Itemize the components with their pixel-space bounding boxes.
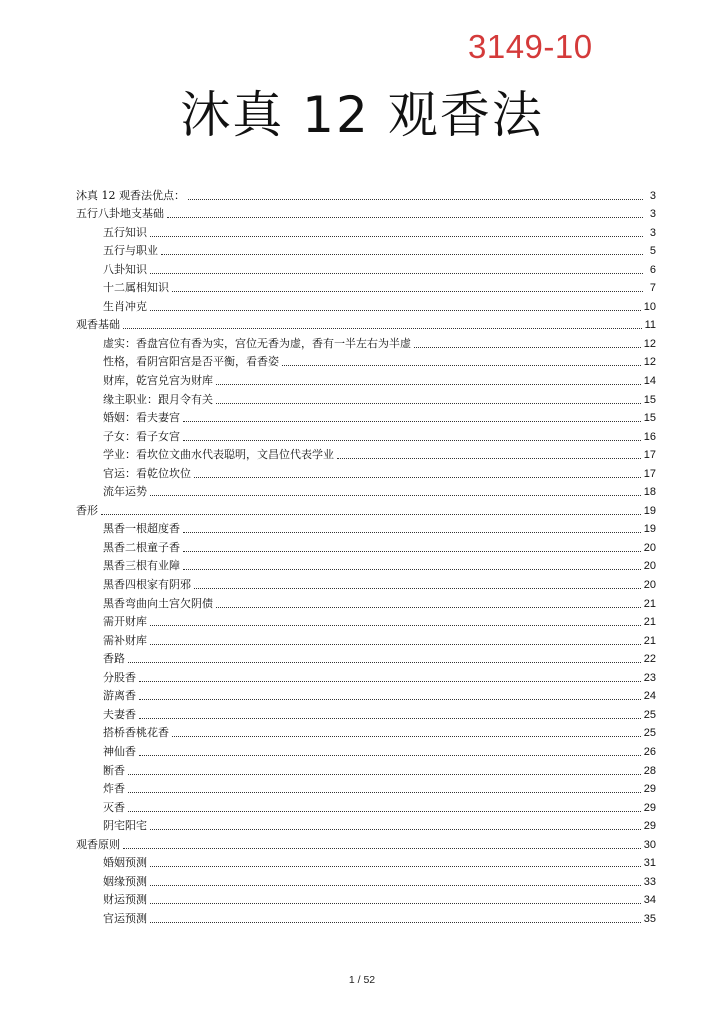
toc-dot-leader bbox=[150, 310, 641, 311]
toc-dot-leader bbox=[216, 403, 641, 404]
page-number-footer: 1 / 52 bbox=[348, 974, 376, 986]
toc-entry[interactable] bbox=[76, 796, 656, 815]
toc-dot-leader bbox=[216, 384, 641, 385]
toc-entry[interactable] bbox=[76, 277, 656, 296]
toc-entry-page: 3 bbox=[649, 226, 656, 239]
toc-entry-title: 姻缘预测 bbox=[103, 874, 147, 888]
toc-entry[interactable] bbox=[76, 499, 656, 518]
toc-entry-page: 33 bbox=[643, 875, 656, 888]
toc-entry-title: 婚姻预测 bbox=[103, 856, 147, 870]
toc-entry[interactable] bbox=[76, 369, 656, 388]
toc-entry-page: 7 bbox=[649, 282, 656, 295]
toc-dot-leader bbox=[172, 736, 641, 737]
toc-entry-title: 十二属相知识 bbox=[103, 281, 169, 295]
toc-entry[interactable] bbox=[76, 444, 656, 463]
toc-entry-title: 虚实：香盘宫位有香为实，宫位无香为虚，香有一半左右为半虚 bbox=[103, 336, 411, 350]
toc-entry-title: 炸香 bbox=[103, 782, 125, 796]
toc-entry-title: 搭桥香桃花香 bbox=[103, 726, 169, 740]
toc-entry-page: 14 bbox=[643, 375, 656, 388]
toc-entry-title: 需补财库 bbox=[103, 633, 147, 647]
toc-entry[interactable] bbox=[76, 629, 656, 648]
toc-entry-title: 五行八卦地支基础 bbox=[76, 207, 164, 221]
toc-entry[interactable] bbox=[76, 425, 656, 444]
toc-entry[interactable] bbox=[76, 666, 656, 685]
toc-dot-leader bbox=[128, 811, 641, 812]
toc-entry-title: 灭香 bbox=[103, 800, 125, 814]
toc-entry-title: 子女：看子女宫 bbox=[103, 429, 180, 443]
toc-dot-leader bbox=[128, 662, 641, 663]
toc-dot-leader bbox=[150, 495, 641, 496]
toc-dot-leader bbox=[337, 458, 641, 459]
toc-entry-title: 官运预测 bbox=[103, 911, 147, 925]
toc-entry-page: 17 bbox=[643, 449, 656, 462]
toc-dot-leader bbox=[139, 718, 641, 719]
toc-dot-leader bbox=[216, 607, 641, 608]
toc-entry[interactable] bbox=[76, 759, 656, 778]
toc-entry-page: 6 bbox=[649, 263, 656, 276]
toc-entry-page: 21 bbox=[643, 634, 656, 647]
toc-entry-title: 财库，乾宫兑宫为财库 bbox=[103, 374, 213, 388]
document-title: 沐真 12 观香法 bbox=[180, 86, 544, 144]
toc-entry[interactable] bbox=[76, 203, 656, 222]
toc-entry[interactable] bbox=[76, 184, 656, 203]
toc-entry-page: 25 bbox=[643, 727, 656, 740]
toc-entry-title: 黑香一根超度香 bbox=[103, 522, 180, 536]
toc-entry[interactable] bbox=[76, 462, 656, 481]
toc-entry-page: 29 bbox=[643, 801, 656, 814]
toc-entry[interactable] bbox=[76, 592, 656, 611]
toc-entry[interactable] bbox=[76, 611, 656, 630]
toc-entry[interactable] bbox=[76, 648, 656, 667]
toc-dot-leader bbox=[172, 291, 643, 292]
toc-dot-leader bbox=[123, 848, 641, 849]
toc-dot-leader bbox=[128, 792, 641, 793]
toc-entry[interactable] bbox=[76, 740, 656, 759]
toc-entry-page: 15 bbox=[643, 412, 656, 425]
toc-entry-page: 29 bbox=[643, 820, 656, 833]
toc-dot-leader bbox=[150, 273, 643, 274]
toc-entry-title: 观香原则 bbox=[76, 837, 120, 851]
toc-entry-title: 香形 bbox=[76, 503, 98, 517]
document-id-stamp: 3149-10 bbox=[468, 28, 593, 65]
toc-entry-title: 黑香二根童子香 bbox=[103, 540, 180, 554]
toc-entry-title: 性格，看阴宫阳宫是否平衡，看香姿 bbox=[103, 355, 279, 369]
toc-entry-title: 五行知识 bbox=[103, 225, 147, 239]
toc-entry-title: 分股香 bbox=[103, 670, 136, 684]
toc-entry[interactable] bbox=[76, 685, 656, 704]
toc-dot-leader bbox=[123, 328, 642, 329]
toc-entry[interactable] bbox=[76, 778, 656, 797]
toc-dot-leader bbox=[150, 236, 643, 237]
toc-entry-page: 31 bbox=[643, 857, 656, 870]
toc-entry-page: 21 bbox=[643, 597, 656, 610]
toc-entry-page: 20 bbox=[643, 541, 656, 554]
toc-entry-title: 黑香三根有业障 bbox=[103, 559, 180, 573]
toc-entry-title: 财运预测 bbox=[103, 893, 147, 907]
toc-entry[interactable] bbox=[76, 351, 656, 370]
toc-dot-leader bbox=[139, 755, 641, 756]
toc-entry-title: 神仙香 bbox=[103, 744, 136, 758]
toc-dot-leader bbox=[139, 699, 641, 700]
toc-entry-page: 15 bbox=[643, 393, 656, 406]
toc-dot-leader bbox=[183, 440, 641, 441]
toc-entry[interactable] bbox=[76, 314, 656, 333]
toc-entry-page: 26 bbox=[643, 745, 656, 758]
toc-entry-page: 10 bbox=[643, 300, 656, 313]
toc-entry-title: 断香 bbox=[103, 763, 125, 777]
toc-entry[interactable] bbox=[76, 907, 656, 926]
toc-entry[interactable] bbox=[76, 295, 656, 314]
toc-dot-leader bbox=[161, 254, 643, 255]
toc-entry-title: 阴宅阳宅 bbox=[103, 819, 147, 833]
toc-entry-title: 八卦知识 bbox=[103, 262, 147, 276]
toc-entry-page: 20 bbox=[643, 560, 656, 573]
toc-entry[interactable] bbox=[76, 852, 656, 871]
toc-entry[interactable] bbox=[76, 481, 656, 500]
toc-entry-title: 流年运势 bbox=[103, 485, 147, 499]
toc-entry-title: 黑香四根家有阴邪 bbox=[103, 578, 191, 592]
toc-entry-page: 3 bbox=[649, 189, 656, 202]
toc-dot-leader bbox=[150, 885, 641, 886]
toc-entry-title: 沐真 12 观香法优点： bbox=[76, 188, 185, 202]
toc-entry-page: 23 bbox=[643, 671, 656, 684]
toc-entry[interactable] bbox=[76, 722, 656, 741]
toc-entry-title: 缘主职业：跟月令有关 bbox=[103, 392, 213, 406]
toc-dot-leader bbox=[183, 532, 641, 533]
toc-entry-page: 30 bbox=[643, 838, 656, 851]
toc-dot-leader bbox=[183, 421, 641, 422]
toc-entry-page: 16 bbox=[643, 430, 656, 443]
toc-entry-title: 五行与职业 bbox=[103, 244, 158, 258]
toc-entry-page: 3 bbox=[649, 208, 656, 221]
toc-entry-title: 夫妻香 bbox=[103, 707, 136, 721]
toc-dot-leader bbox=[150, 866, 641, 867]
toc-entry-title: 生肖冲克 bbox=[103, 299, 147, 313]
toc-entry[interactable] bbox=[76, 221, 656, 240]
toc-dot-leader bbox=[194, 588, 641, 589]
toc-entry[interactable] bbox=[76, 815, 656, 834]
toc-dot-leader bbox=[150, 644, 641, 645]
toc-entry-title: 官运：看乾位坎位 bbox=[103, 466, 191, 480]
toc-dot-leader bbox=[150, 922, 641, 923]
toc-entry-title: 游离香 bbox=[103, 689, 136, 703]
toc-dot-leader bbox=[414, 347, 641, 348]
toc-entry[interactable] bbox=[76, 889, 656, 908]
toc-entry-title: 婚姻：看夫妻宫 bbox=[103, 411, 180, 425]
toc-dot-leader bbox=[188, 199, 643, 200]
toc-entry-page: 28 bbox=[643, 764, 656, 777]
toc-entry-page: 20 bbox=[643, 579, 656, 592]
toc-entry[interactable] bbox=[76, 870, 656, 889]
toc-entry[interactable] bbox=[76, 518, 656, 537]
toc-entry-page: 24 bbox=[643, 690, 656, 703]
toc-entry-page: 12 bbox=[643, 337, 656, 350]
toc-entry[interactable] bbox=[76, 703, 656, 722]
toc-entry-title: 黑香弯曲向土宫欠阴债 bbox=[103, 596, 213, 610]
toc-entry-page: 25 bbox=[643, 708, 656, 721]
toc-dot-leader bbox=[139, 681, 641, 682]
toc-dot-leader bbox=[150, 625, 641, 626]
toc-entry-page: 18 bbox=[643, 486, 656, 499]
toc-entry[interactable] bbox=[76, 833, 656, 852]
toc-entry-title: 学业：看坎位文曲水代表聪明，文昌位代表学业 bbox=[103, 448, 334, 462]
toc-dot-leader bbox=[150, 903, 641, 904]
toc-entry-page: 35 bbox=[643, 912, 656, 925]
toc-entry[interactable] bbox=[76, 332, 656, 351]
toc-entry-page: 19 bbox=[643, 504, 656, 517]
toc-dot-leader bbox=[194, 477, 641, 478]
toc-entry[interactable] bbox=[76, 573, 656, 592]
toc-entry-page: 19 bbox=[643, 523, 656, 536]
toc-entry-page: 17 bbox=[643, 467, 656, 480]
toc-entry-page: 5 bbox=[649, 245, 656, 258]
toc-entry-page: 29 bbox=[643, 783, 656, 796]
toc-entry[interactable] bbox=[76, 388, 656, 407]
toc-entry-page: 21 bbox=[643, 616, 656, 629]
toc-entry-page: 11 bbox=[644, 319, 656, 332]
toc-dot-leader bbox=[183, 569, 641, 570]
toc-entry[interactable] bbox=[76, 407, 656, 426]
toc-dot-leader bbox=[167, 217, 643, 218]
toc-dot-leader bbox=[101, 514, 641, 515]
toc-dot-leader bbox=[282, 365, 641, 366]
toc-dot-leader bbox=[128, 774, 641, 775]
toc-entry-title: 香路 bbox=[103, 652, 125, 666]
toc-entry-title: 观香基础 bbox=[76, 318, 120, 332]
toc-entry-page: 22 bbox=[643, 653, 656, 666]
toc-entry-page: 34 bbox=[643, 894, 656, 907]
toc-entry[interactable] bbox=[76, 555, 656, 574]
toc-dot-leader bbox=[150, 829, 641, 830]
toc-entry[interactable] bbox=[76, 258, 656, 277]
toc-entry-page: 12 bbox=[643, 356, 656, 369]
toc-entry[interactable] bbox=[76, 240, 656, 259]
toc-entry[interactable] bbox=[76, 536, 656, 555]
toc-entry-title: 需开财库 bbox=[103, 615, 147, 629]
toc-dot-leader bbox=[183, 551, 641, 552]
table-of-contents bbox=[76, 184, 656, 926]
